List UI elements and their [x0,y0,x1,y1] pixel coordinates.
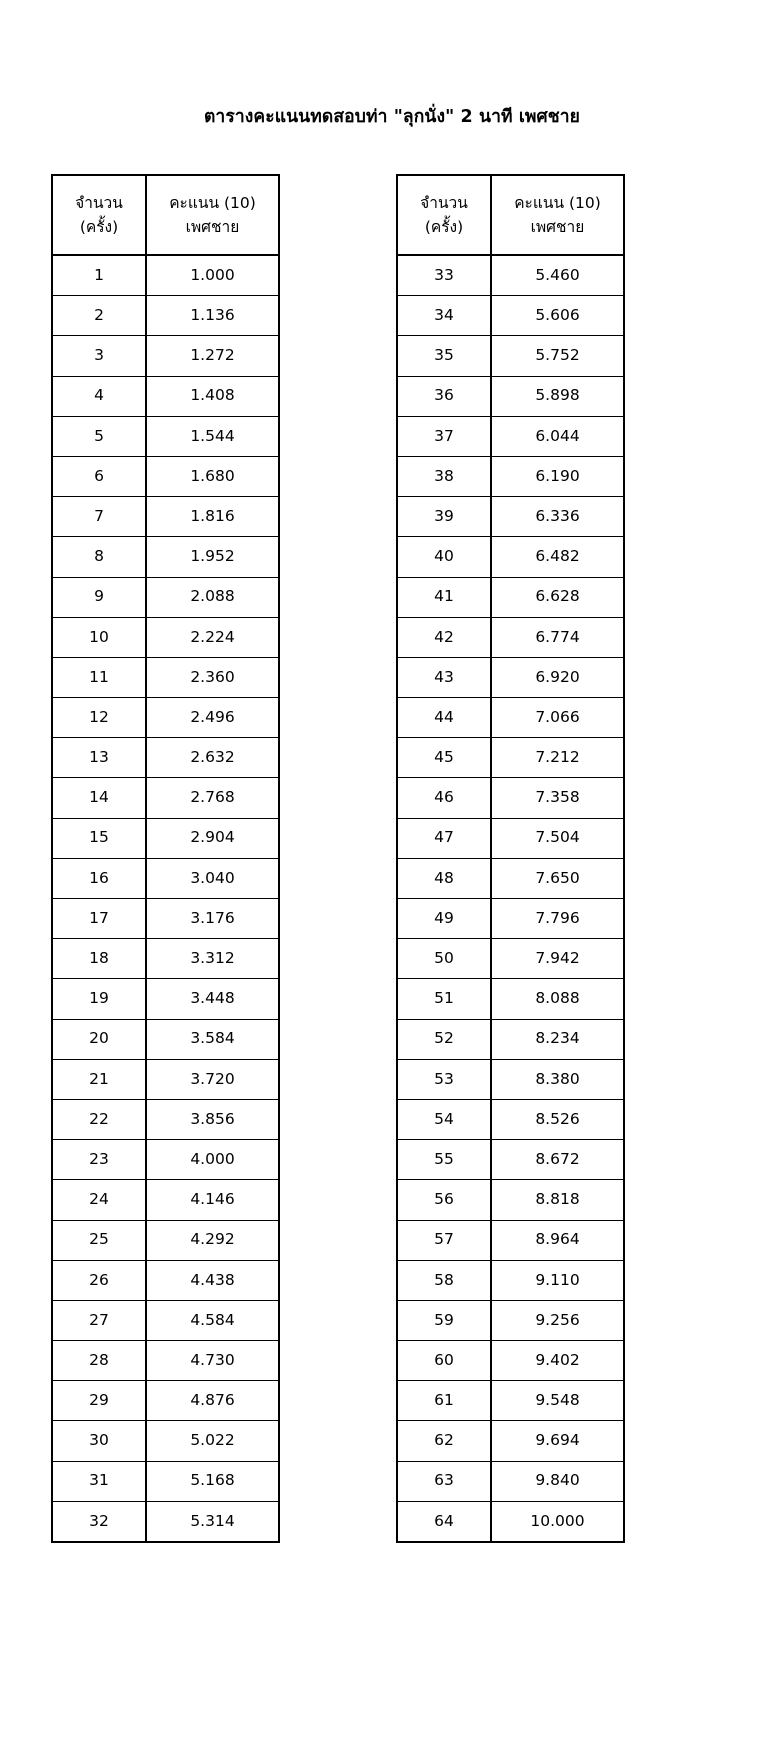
table-row [397,1059,624,1099]
cell-count: 63 [397,1461,491,1501]
table-row [397,979,624,1019]
table-row [52,1059,279,1099]
cell-count: 35 [397,336,491,376]
cell-count: 47 [397,818,491,858]
cell-score: 3.040 [146,858,279,898]
cell-count: 53 [397,1059,491,1099]
table-row [52,296,279,336]
table-row [52,497,279,537]
cell-score: 7.796 [491,899,624,939]
cell-count: 23 [52,1140,146,1180]
table-row [397,497,624,537]
cell-count: 26 [52,1260,146,1300]
page-title: ตารางคะแนนทดสอบท่า "ลุกนั่ง" 2 นาที เพศชาย [203,107,581,127]
cell-score: 4.292 [146,1220,279,1260]
header-cell-count [52,175,146,255]
cell-score: 6.774 [491,617,624,657]
table-row [397,537,624,577]
score-table-right-block [396,174,625,1543]
cell-count: 33 [397,255,491,296]
header-row [52,175,279,255]
cell-count: 48 [397,858,491,898]
cell-score: 9.402 [491,1341,624,1381]
cell-count: 18 [52,939,146,979]
header-score-line-2: เพศชาย [185,218,240,236]
cell-score: 3.176 [146,899,279,939]
cell-count: 5 [52,416,146,456]
cell-score: 2.768 [146,778,279,818]
cell-score: 7.066 [491,698,624,738]
table-row [52,1501,279,1542]
cell-count: 19 [52,979,146,1019]
table-row [397,1019,624,1059]
cell-count: 52 [397,1019,491,1059]
cell-count: 12 [52,698,146,738]
cell-count: 43 [397,657,491,697]
cell-count: 25 [52,1220,146,1260]
table-row [52,537,279,577]
cell-score: 9.840 [491,1461,624,1501]
cell-count: 58 [397,1260,491,1300]
cell-score: 3.720 [146,1059,279,1099]
table-row [52,617,279,657]
cell-score: 5.898 [491,376,624,416]
table-head [52,175,279,255]
table-row [52,979,279,1019]
cell-score: 4.438 [146,1260,279,1300]
cell-count: 46 [397,778,491,818]
cell-score: 10.000 [491,1501,624,1542]
cell-count: 64 [397,1501,491,1542]
table-row [397,255,624,296]
cell-count: 24 [52,1180,146,1220]
table-row [397,577,624,617]
table-row [52,657,279,697]
header-score-line-1: คะแนน (10) [169,193,256,212]
table-row [397,456,624,496]
cell-count: 30 [52,1421,146,1461]
table-row [52,1140,279,1180]
cell-count: 13 [52,738,146,778]
cell-score: 8.818 [491,1180,624,1220]
cell-score: 8.964 [491,1220,624,1260]
cell-score: 5.022 [146,1421,279,1461]
cell-count: 61 [397,1381,491,1421]
cell-score: 4.146 [146,1180,279,1220]
cell-count: 20 [52,1019,146,1059]
cell-count: 50 [397,939,491,979]
cell-count: 54 [397,1099,491,1139]
cell-score: 2.632 [146,738,279,778]
cell-score: 8.234 [491,1019,624,1059]
table-row [52,456,279,496]
cell-score: 8.088 [491,979,624,1019]
table-row [52,255,279,296]
table-row [52,577,279,617]
cell-count: 3 [52,336,146,376]
header-count-line-2: (ครั้ง) [424,218,464,236]
table-row [397,899,624,939]
table-body-right [397,255,624,1542]
cell-score: 1.272 [146,336,279,376]
cell-score: 7.358 [491,778,624,818]
cell-score: 9.548 [491,1381,624,1421]
header-score-line-2: เพศชาย [530,218,585,236]
table-row [397,336,624,376]
table-row [397,778,624,818]
cell-count: 4 [52,376,146,416]
cell-score: 4.000 [146,1140,279,1180]
cell-count: 60 [397,1341,491,1381]
cell-count: 27 [52,1300,146,1340]
cell-score: 1.000 [146,255,279,296]
cell-score: 6.482 [491,537,624,577]
cell-count: 6 [52,456,146,496]
score-table-left [51,174,280,1543]
table-row [397,698,624,738]
cell-score: 2.224 [146,617,279,657]
table-row [52,1300,279,1340]
cell-count: 56 [397,1180,491,1220]
cell-count: 21 [52,1059,146,1099]
cell-score: 3.584 [146,1019,279,1059]
cell-score: 3.312 [146,939,279,979]
cell-count: 8 [52,537,146,577]
cell-count: 29 [52,1381,146,1421]
cell-score: 2.088 [146,577,279,617]
table-row [397,1501,624,1542]
score-table-left-block [51,174,280,1543]
cell-count: 44 [397,698,491,738]
cell-score: 8.380 [491,1059,624,1099]
header-score-line-1: คะแนน (10) [514,193,601,212]
cell-score: 7.212 [491,738,624,778]
table-row [397,296,624,336]
table-row [52,738,279,778]
table-row [52,1381,279,1421]
cell-score: 6.190 [491,456,624,496]
cell-count: 31 [52,1461,146,1501]
table-row [397,416,624,456]
table-row [52,778,279,818]
cell-score: 3.448 [146,979,279,1019]
cell-score: 2.904 [146,818,279,858]
cell-score: 1.680 [146,456,279,496]
cell-score: 1.816 [146,497,279,537]
cell-count: 11 [52,657,146,697]
cell-count: 49 [397,899,491,939]
cell-count: 7 [52,497,146,537]
cell-count: 14 [52,778,146,818]
table-row [52,818,279,858]
table-row [52,1220,279,1260]
cell-score: 7.942 [491,939,624,979]
cell-count: 42 [397,617,491,657]
header-cell-count [397,175,491,255]
cell-count: 1 [52,255,146,296]
header-count-line-2: (ครั้ง) [79,218,119,236]
table-row [52,376,279,416]
cell-score: 1.408 [146,376,279,416]
cell-score: 6.628 [491,577,624,617]
cell-count: 10 [52,617,146,657]
cell-score: 5.314 [146,1501,279,1542]
cell-score: 5.752 [491,336,624,376]
table-row [52,858,279,898]
cell-count: 9 [52,577,146,617]
cell-count: 2 [52,296,146,336]
table-row [52,1180,279,1220]
cell-count: 34 [397,296,491,336]
table-row [397,1381,624,1421]
cell-count: 38 [397,456,491,496]
table-row [397,1099,624,1139]
header-cell-score [146,175,279,255]
table-row [52,698,279,738]
cell-count: 41 [397,577,491,617]
header-cell-score [491,175,624,255]
table-row [397,939,624,979]
header-count-line-1: จำนวน [420,193,468,212]
cell-score: 7.504 [491,818,624,858]
cell-score: 8.672 [491,1140,624,1180]
score-table-right [396,174,625,1543]
table-row [52,899,279,939]
table-row [52,416,279,456]
table-row [397,1300,624,1340]
cell-score: 2.360 [146,657,279,697]
table-row [397,1140,624,1180]
table-row [52,1260,279,1300]
score-tables-container [0,174,784,1543]
cell-count: 55 [397,1140,491,1180]
table-row [397,1180,624,1220]
cell-count: 57 [397,1220,491,1260]
table-row [397,858,624,898]
cell-score: 2.496 [146,698,279,738]
cell-count: 16 [52,858,146,898]
cell-score: 9.110 [491,1260,624,1300]
table-row [52,336,279,376]
cell-count: 40 [397,537,491,577]
table-row [397,1260,624,1300]
table-row [52,1019,279,1059]
cell-count: 32 [52,1501,146,1542]
cell-score: 9.694 [491,1421,624,1461]
cell-score: 1.952 [146,537,279,577]
table-row [52,1461,279,1501]
cell-count: 37 [397,416,491,456]
cell-score: 4.730 [146,1341,279,1381]
table-row [52,939,279,979]
table-body-left [52,255,279,1542]
cell-score: 1.136 [146,296,279,336]
cell-count: 15 [52,818,146,858]
header-count-line-1: จำนวน [75,193,123,212]
cell-score: 4.876 [146,1381,279,1421]
cell-score: 5.460 [491,255,624,296]
table-row [397,657,624,697]
cell-score: 7.650 [491,858,624,898]
cell-count: 39 [397,497,491,537]
table-row [397,818,624,858]
table-row [397,376,624,416]
cell-count: 28 [52,1341,146,1381]
table-row [52,1099,279,1139]
cell-score: 6.044 [491,416,624,456]
cell-score: 4.584 [146,1300,279,1340]
table-row [397,1341,624,1381]
cell-score: 6.920 [491,657,624,697]
cell-score: 5.168 [146,1461,279,1501]
cell-count: 51 [397,979,491,1019]
cell-count: 36 [397,376,491,416]
cell-count: 45 [397,738,491,778]
cell-score: 5.606 [491,296,624,336]
table-row [397,738,624,778]
cell-count: 62 [397,1421,491,1461]
cell-score: 8.526 [491,1099,624,1139]
cell-score: 1.544 [146,416,279,456]
table-row [397,617,624,657]
cell-score: 3.856 [146,1099,279,1139]
cell-score: 6.336 [491,497,624,537]
cell-count: 17 [52,899,146,939]
table-row [397,1461,624,1501]
cell-score: 9.256 [491,1300,624,1340]
table-row [52,1421,279,1461]
table-head [397,175,624,255]
cell-count: 59 [397,1300,491,1340]
cell-count: 22 [52,1099,146,1139]
table-row [52,1341,279,1381]
table-row [397,1220,624,1260]
header-row [397,175,624,255]
table-row [397,1421,624,1461]
